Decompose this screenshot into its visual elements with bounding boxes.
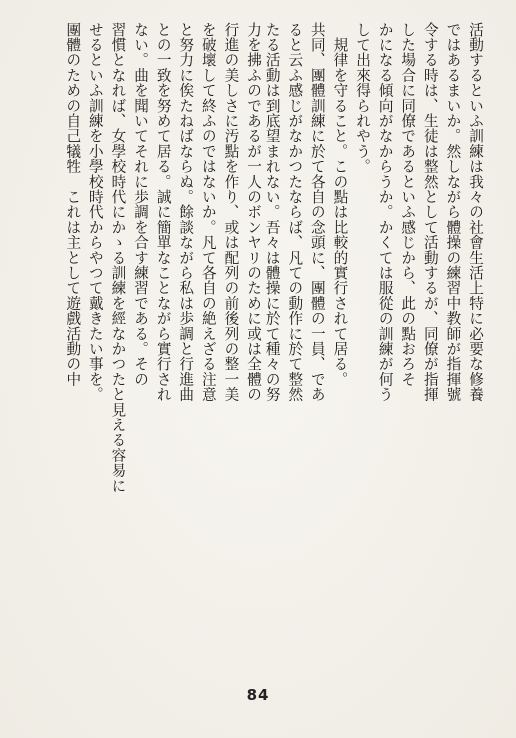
- text-line: ない。曲を聞いてそれに歩調を合す練習である。その: [132, 22, 150, 387]
- text-line: 規律を守ること。この點は比較的實行されて居る。: [331, 22, 349, 387]
- text-line: 令する時は、生徒は整然として活動するが、同僚が指揮: [421, 22, 439, 402]
- text-line: 團體のための自己犠牲 これは主として遊戲活動の中: [64, 22, 82, 387]
- text-line: せるといふ訓練を小學校時代からやつて戴きたい事を。: [86, 22, 104, 402]
- text-line: して出來得られやう。: [354, 22, 372, 174]
- text-line: 行進の美しさに汚點を作り、或は配列の前後列の整一美: [222, 22, 240, 402]
- text-block-left: [38, 22, 264, 677]
- text-line: ではあるまいか。然しながら體操の練習中教師が指揮號: [444, 22, 462, 402]
- text-line: ると云ふ感じがなかつたならば、凡ての動作に於て整然: [286, 22, 304, 402]
- text-line: と努力に俟たねばならぬ。餘談ながら私は歩調と行進曲: [177, 22, 195, 402]
- text-line: たる活動は到底望まれない。吾々は體操に於て種々の努: [263, 22, 281, 402]
- text-line: を破壞して終ふのではないか。凡て各自の絶えざる注意: [199, 22, 217, 402]
- text-line: 共同、團體訓練に於て各自の念頭に、團體の一員、であ: [308, 22, 326, 402]
- text-line: 習慣となれば、女學校時代にかゝる訓練を經なかつたと見える容易に: [109, 22, 127, 494]
- text-line: した場合に同僚であるといふ感じから、此の點おろそ: [399, 22, 417, 387]
- page-number: 84: [246, 686, 270, 704]
- text-line: との一致を努めて居る。誠に簡單なことながら實行され: [154, 22, 172, 402]
- text-line: 力を拂ふのであるが一人のボンヤリのために或は全體の: [245, 22, 262, 402]
- text-block-right: [263, 22, 486, 677]
- text-line: 活動するといふ訓練は我々の社會生活上特に必要な修養: [467, 22, 484, 402]
- text-line: かになる傾向がなからうか。かくては服從の訓練が何う: [376, 22, 394, 402]
